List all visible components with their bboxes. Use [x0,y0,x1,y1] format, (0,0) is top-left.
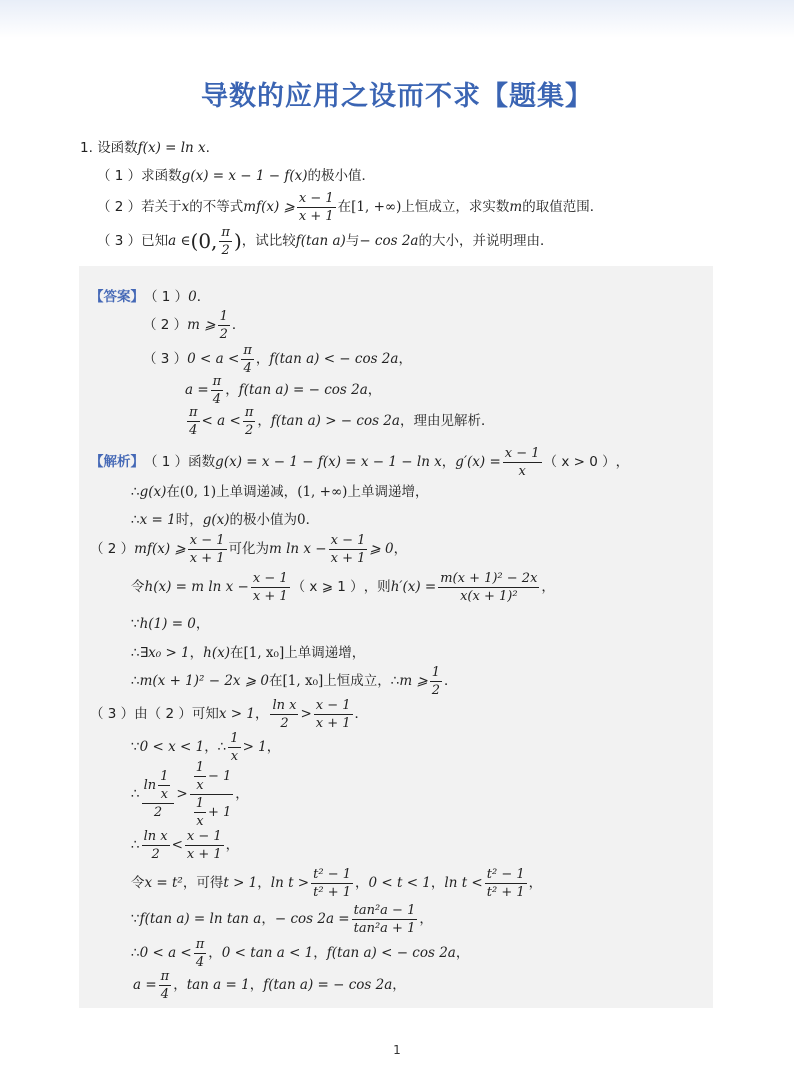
denominator: x + 1 [186,846,222,862]
answer-text: ， [225,382,239,398]
inner-text: − 1 [208,768,232,784]
analysis-text: ， [249,977,264,993]
answer-line-5 [185,402,494,440]
numerator: 1 [230,730,239,746]
analysis-math: f(tan a) = ln tan a [139,911,262,927]
denominator: x [160,786,168,802]
inner-fraction [158,768,170,803]
denominator: 4 [195,954,205,970]
analysis-text: 上恒成立，∴ [323,673,400,689]
stem-end: . [205,140,210,156]
part-text: 的不等式 [189,199,244,215]
numerator: x − 1 [504,445,540,461]
denominator: tan²a + 1 [353,920,416,936]
fraction [251,570,290,605]
numerator: π [244,404,254,420]
fraction [314,697,353,732]
numerator: tan²a − 1 [353,902,416,918]
analysis-text: ， [189,645,204,661]
denominator: x + 1 [252,588,288,604]
numerator: π [160,968,170,984]
answer-math: 0 [188,289,197,305]
part-text: 的取值范围． [522,199,604,215]
analysis-text: ， [266,739,281,755]
fraction [187,404,200,439]
answer-math: f(tan a) < − cos 2a [269,351,399,367]
denominator: 2 [431,682,441,698]
fraction [159,968,172,1003]
answer-text: ， [255,351,270,367]
fraction [190,759,234,830]
analysis-math: m ln x − [269,541,327,557]
fraction [243,404,256,439]
answer-math: a = [185,382,209,398]
answer-tag: 【答案】 [90,289,144,305]
analysis-interval: (0, 1) [179,484,217,500]
analysis-text: ， [615,454,630,470]
answer-math: < a < [201,413,241,429]
answer-text: ，理由见解析． [399,413,495,429]
answer-math: m ⩾ [187,317,216,333]
analysis-text: （ x ⩾ 1 ） [291,579,364,595]
fraction [270,697,298,732]
analysis-text: ∴ [131,673,140,689]
numerator: π [243,342,252,358]
fraction [329,532,368,567]
denominator: t² + 1 [313,884,351,900]
analysis-text: ， [195,616,210,632]
analysis-math: ln t < [444,875,483,891]
analysis-text: ， [173,977,187,993]
answer-label: （ 2 ） [143,317,188,333]
analysis-text: 时， [175,512,203,528]
analysis-text: ， [455,945,470,961]
answer-text: ， [257,413,271,429]
analysis-text: ， [441,454,456,470]
numerator: x − 1 [315,697,351,713]
answer-label: （ 3 ） [143,351,188,367]
analysis-interval: (1, +∞) [297,484,348,500]
analysis-math: h′(x) = [390,579,437,595]
problem-part-1 [97,166,375,186]
analysis-line-12 [131,826,239,864]
analysis-text: 令 [131,875,145,891]
numerator: π [221,224,230,240]
analysis-text: 令 [131,579,145,595]
denominator: x [196,813,204,829]
analysis-math: g(x) = x − 1 − f(x) = x − 1 − ln x [215,454,442,470]
analysis-math: x = 1 [139,512,176,528]
analysis-text: ， [208,945,222,961]
analysis-interval: [1, x₀] [282,673,324,689]
fraction [218,308,230,343]
problem-part-2 [97,188,603,226]
numerator: x − 1 [330,532,366,548]
analysis-line-1 [90,443,629,481]
analysis-text: （ x > 0 ） [543,454,616,470]
numerator: t² − 1 [313,866,351,882]
analysis-text: ， [393,541,408,557]
analysis-text: ， [392,977,406,993]
analysis-math: a = [133,977,157,993]
denominator: 2 [244,422,254,438]
inner-text: + 1 [208,804,232,820]
denominator: x [518,463,526,479]
analysis-text: ∴ [131,484,140,500]
fraction [185,828,224,863]
analysis-text: ， [225,837,240,853]
problem-part-3 [97,222,553,260]
paren-open: (0, [190,229,218,253]
denominator: x [230,748,239,764]
analysis-math: x₀ > 1 [148,645,190,661]
numerator: ln x [272,697,297,713]
denominator: 2 [151,846,160,862]
problem-stem [80,138,210,158]
fraction [142,768,175,821]
part-interval: [1, +∞) [351,199,402,215]
answer-label: （ 1 ） [144,289,189,305]
analysis-math: x = t² [144,875,183,891]
part-text: ，试比较 [241,233,296,249]
denominator: 2 [221,242,230,258]
analysis-math: 0 < tan a < 1 [221,945,314,961]
analysis-text: 由（ 2 ）可知 [134,706,219,722]
denominator: x + 1 [298,208,334,224]
part-text: 在 [337,199,352,215]
analysis-math: g(x) [139,484,167,500]
denominator: t² + 1 [486,884,525,900]
page-number: 1 [393,1043,401,1057]
analysis-math: 0 < t < 1 [368,875,431,891]
numerator: 1 [219,308,228,324]
analysis-text: ，可得 [182,875,224,891]
denominator: 2 [153,804,163,820]
numerator: 1 [431,664,441,680]
analysis-text: ∵ [131,739,140,755]
analysis-line-3 [131,510,319,530]
part-math: a ∈ [168,233,191,249]
answer-text: ． [196,289,211,305]
numerator: π [195,936,205,952]
analysis-text: 在 [166,484,180,500]
numerator: 1 [160,768,169,784]
fraction [142,828,170,863]
answer-line-1 [90,287,210,307]
answer-line-2 [143,306,245,344]
analysis-text: ． [354,706,369,722]
fraction [503,445,542,480]
analysis-math: f(tan a) < − cos 2a [326,945,456,961]
answer-text: ， [367,382,382,398]
analysis-math: m ⩾ [399,673,428,689]
fraction [438,570,539,605]
analysis-text: ∴ [131,512,140,528]
part-label: （ 3 ） [97,233,142,249]
analysis-text: ，则 [363,579,391,595]
fraction [188,532,227,567]
part-text: 与 [345,233,360,249]
analysis-text: ， [313,945,327,961]
analysis-text: ∴ [131,786,140,802]
analysis-text: 在 [229,645,244,661]
part-text: 求函数 [141,168,182,184]
analysis-math: h(1) = 0 [139,616,196,632]
analysis-text: ， [528,875,543,891]
analysis-text: ． [444,673,458,689]
analysis-text: 在 [269,673,283,689]
part-var: x [181,199,190,215]
analysis-line-6 [131,614,209,634]
numerator [190,759,234,795]
analysis-interval: [1, x₀] [243,645,285,661]
numerator: t² − 1 [486,866,525,882]
denominator: x + 1 [189,550,225,566]
analysis-math: > [300,706,312,722]
analysis-math: g′(x) = [455,454,501,470]
analysis-line-7 [131,643,365,663]
part-math: g(x) = x − 1 − f(x) [181,168,308,184]
analysis-line-2 [131,482,428,502]
analysis-text: 可化为 [228,541,269,557]
analysis-label: （ 1 ） [144,454,189,470]
analysis-text: ∵ [131,911,140,927]
stem-math: f(x) = ln x [137,140,206,156]
part-label: （ 2 ） [97,199,142,215]
analysis-math: − cos 2a = [274,911,350,927]
analysis-line-16 [133,966,406,1004]
analysis-text: ， [235,786,249,802]
denominator: 4 [212,391,222,407]
part-text: 若关于 [141,199,182,215]
part-text: 的大小，并说明理由． [418,233,554,249]
analysis-math: g(x) [202,512,230,528]
numerator: 1 [195,795,204,811]
analysis-text: ． [305,512,320,528]
numerator: x − 1 [186,828,222,844]
analysis-math: 0 < x < 1 [139,739,205,755]
analysis-math: x > 1 [218,706,255,722]
part-label: （ 1 ） [97,168,142,184]
analysis-text: 函数 [188,454,216,470]
denominator: x(x + 1)² [460,588,518,604]
paren-close: ) [233,229,242,253]
part-var: m [509,199,523,215]
analysis-math: < [171,837,183,853]
stem-text: 设函数 [97,140,138,156]
part-math: mf(x) ⩾ [243,199,295,215]
denominator [190,795,234,830]
analysis-text: 上单调递增， [284,645,366,661]
denominator: 4 [189,422,198,438]
analysis-text: ∴ [131,945,140,961]
analysis-line-14 [131,900,433,938]
analysis-text: ， [541,579,555,595]
analysis-text: ∵ [131,616,140,632]
analysis-text: ， [355,875,369,891]
analysis-math: ⩾ 0 [369,541,394,557]
analysis-text: 上单调递减， [216,484,298,500]
analysis-text: ， [257,875,271,891]
numerator: x − 1 [252,570,288,586]
inner-fraction [194,795,206,830]
analysis-text: ， [254,706,269,722]
analysis-text: ∴ [131,837,140,853]
fraction [430,664,442,699]
analysis-math: m(x + 1)² − 2x ⩾ 0 [139,673,270,689]
numerator: π [212,373,222,389]
fraction [311,866,353,901]
analysis-math: ln t > [270,875,310,891]
analysis-label: （ 2 ） [90,541,135,557]
header-band [0,0,794,38]
numerator: x − 1 [298,190,334,206]
problem-number: 1. [80,140,93,156]
analysis-tag: 【解析】 [90,454,144,470]
analysis-math: > 1 [242,739,267,755]
analysis-text: ， [430,875,445,891]
analysis-math: f(tan a) = − cos 2a [263,977,393,993]
analysis-math: > [176,786,188,802]
denominator: 2 [280,715,289,731]
analysis-line-5 [131,566,555,608]
denominator: x + 1 [330,550,366,566]
part-math: − cos 2a [359,233,419,249]
analysis-math: 0 < a < [139,945,192,961]
part-text: 的极小值． [307,168,375,184]
analysis-text: ， [261,911,275,927]
page-title: 导数的应用之设而不求【题集】 [201,81,593,112]
fraction [485,866,527,901]
analysis-text: ∴∃ [131,645,149,661]
answer-math: 0 < a < [187,351,240,367]
part-math: f(tan a) [295,233,346,249]
answer-math: f(tan a) = − cos 2a [238,382,368,398]
analysis-line-4 [90,530,407,568]
part-text: 上恒成立，求实数 [401,199,510,215]
numerator: m(x + 1)² − 2x [440,570,538,586]
denominator: x [196,777,204,793]
ln-text: ln [143,777,157,793]
numerator: π [189,404,198,420]
analysis-text: 上单调递增， [347,484,429,500]
denominator: 4 [160,986,170,1002]
numerator: ln x [143,828,168,844]
analysis-line-13 [131,864,542,902]
analysis-math: h(x) = m ln x − [144,579,249,595]
analysis-math: mf(x) ⩾ [134,541,186,557]
fraction [297,190,336,225]
analysis-math: 0 [297,512,306,528]
analysis-line-11 [131,759,249,829]
answer-text: ， [398,351,412,367]
analysis-text: ， [419,911,433,927]
analysis-label: （ 3 ） [90,706,135,722]
fraction [352,902,418,937]
analysis-math: tan a = 1 [186,977,250,993]
analysis-math: h(x) [203,645,230,661]
numerator: 1 [195,759,204,775]
part-text: 已知 [141,233,169,249]
inner-fraction [194,759,206,794]
fraction [219,224,232,259]
analysis-math: t > 1 [223,875,258,891]
denominator: 2 [219,326,228,342]
analysis-text: 的极小值为 [229,512,297,528]
numerator: x − 1 [189,532,225,548]
analysis-text: ，∴ [204,739,227,755]
answer-math: f(tan a) > − cos 2a [270,413,400,429]
denominator: 4 [243,360,252,376]
answer-text: ． [231,317,246,333]
numerator [142,768,175,804]
denominator: x + 1 [315,715,351,731]
